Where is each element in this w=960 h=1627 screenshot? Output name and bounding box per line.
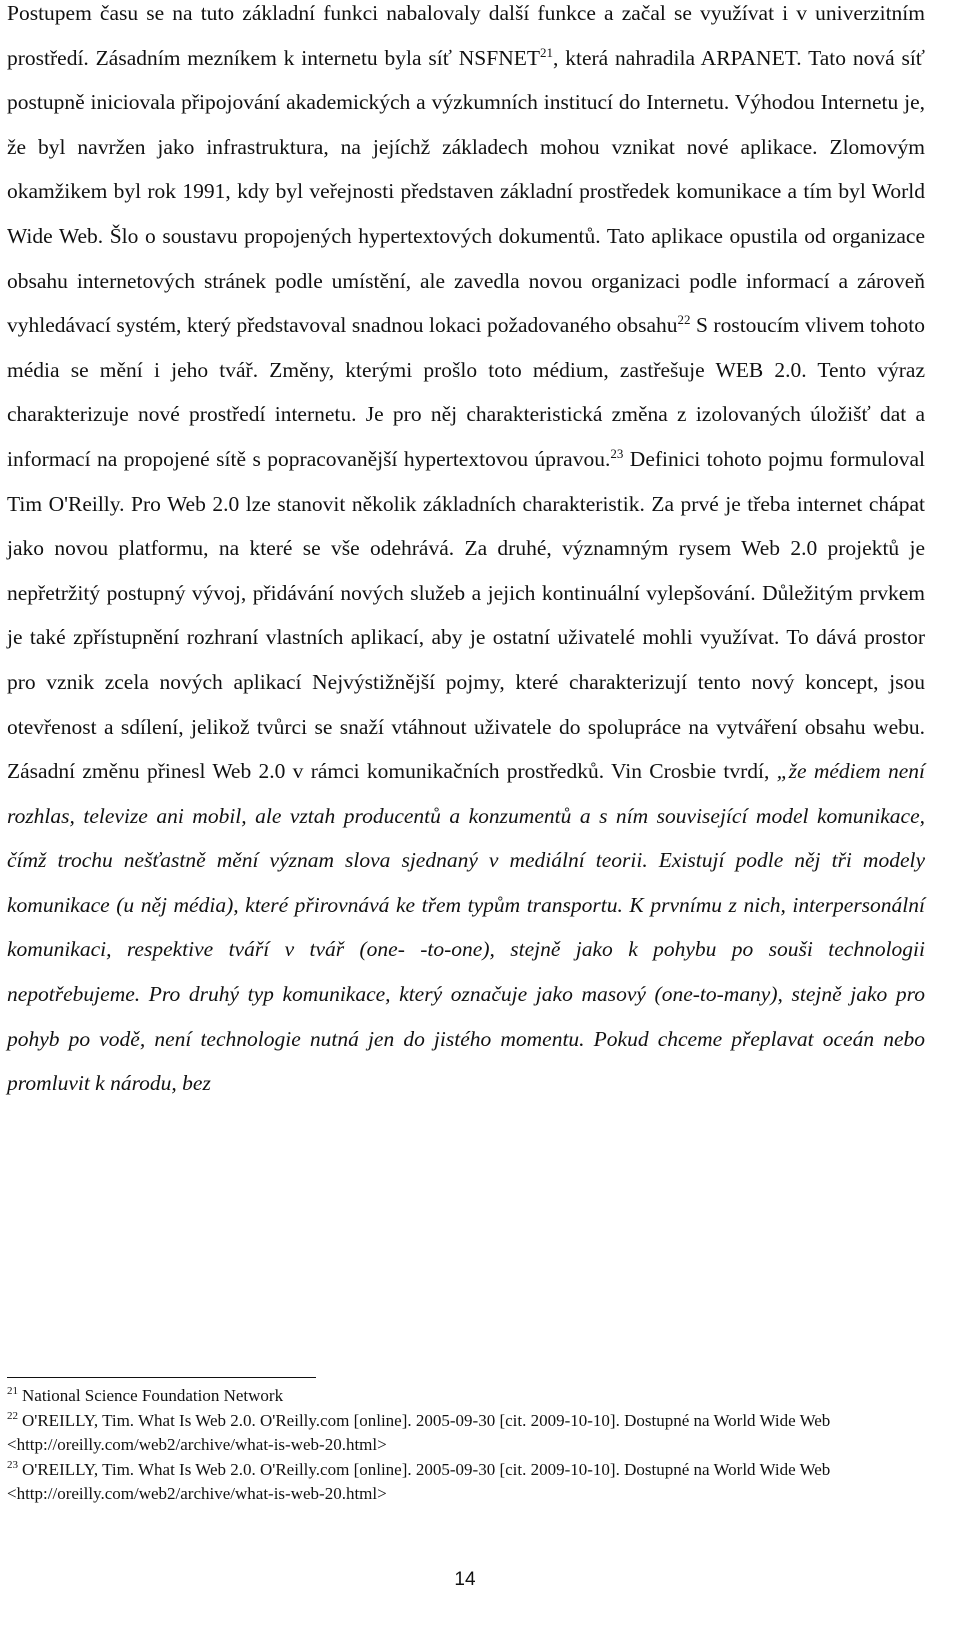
footnote-ref-22[interactable]: 22 [677,312,691,327]
footnote-23 [7,1458,925,1507]
footnotes [7,1384,925,1507]
page-number: 14 [454,1569,476,1590]
footnote-number: 23 [7,1458,18,1471]
footnote-ref-21[interactable]: 21 [540,44,553,60]
footnote-text: O'REILLY, Tim. What Is Web 2.0. O'Reilly.com [online]. 2005-09-30 [cit. 2009-10-10]. Dostupné na World Wide Web <http://oreilly.com/web2/archive/what-is-web-20.html> [7,1459,831,1503]
body-text-3: S rostoucím vlivem tohoto média se mění i jeho tvář. Změny, kterými prošlo toto médium, zastřešuje WEB 2.0. Tento výraz charakterizuje nové prostředí internetu. Je pro něj charakteristická změna z izolovaných úložišť dat a informací na propojené sítě s popracovanější hypertextovou úpravou. [7,313,925,471]
body-paragraph [7,0,925,1106]
body-text-2: , která nahradila ARPANET. Tato nová síť postupně iniciovala připojování akademických a výzkumních institucí do Internetu. Výhodou Internetu je, že byl navržen jako infrastruktura, na jejíchž základech mohou vznikat nové aplikace. Zlomovým okamžikem byl rok 1991, kdy byl veřejnosti představen základní prostředek komunikace a tím byl World Wide Web. Šlo o soustavu propojených hypertextových dokumentů. Tato aplikace opustila od organizace obsahu internetových stránek podle umístění, ale zavedla novou organizaci podle informací a zároveň vyhledávací systém, který představoval snadnou lokaci požadovaného obsahu [7,45,925,338]
document-page [7,0,925,1503]
footnote-number: 22 [7,1409,18,1422]
footnote-text: O'REILLY, Tim. What Is Web 2.0. O'Reilly.com [online]. 2005-09-30 [cit. 2009-10-10]. Dostupné na World Wide Web <http://oreilly.com/web2/archive/what-is-web-20.html> [7,1410,831,1454]
crosbie-quote: „že médiem není rozhlas, televize ani mobil, ale vztah producentů a konzumentů a s ním související model komunikace, čímž trochu nešťastně mění význam slova sjednaný v mediální teorii. Existují podle něj tři modely komunikace (u něj média), které přirovnává ke třem typům transportu. K prvnímu z nich, interpersonální komunikaci, respektive tváří v tvář (one- -to-one), stejně jako k pohybu po souši technologii nepotřebujeme. Pro druhý typ komunikace, který označuje jako masový (one-to-many), stejně jako pro pohyb po vodě, není technologie nutná jen do jistého momentu. Pokud chceme přeplavat oceán nebo promluvit k národu, bez [7,759,925,1096]
footnote-21 [7,1384,925,1409]
footnote-text: National Science Foundation Network [22,1386,284,1405]
footnote-ref-23[interactable]: 23 [610,445,624,461]
footnote-number: 21 [7,1385,18,1398]
body-text-4: Definici tohoto pojmu formuloval Tim O'Reilly. Pro Web 2.0 lze stanovit několik základních charakteristik. Za prvé je třeba internet chápat jako novou platformu, na které se vše odehrává. Za druhé, významným rysem Web 2.0 projektů je nepřetržitý postupný vývoj, přidávání nových služeb a jejich kontinuální vylepšování. Důležitým prvkem je také zpřístupnění rozhraní vlastních aplikací, aby je ostatní uživatelé mohli využívat. To dává prostor pro vznik zcela nových aplikací Nejvýstižnější pojmy, které charakterizují tento nový koncept, jsou otevřenost a sdílení, jelikož tvůrci se snaží vtáhnout uživatele do spolupráce na vytváření obsahu webu. Zásadní změnu přinesl Web 2.0 v rámci komunikačních prostředků. Vin Crosbie tvrdí, [7,446,925,784]
footnote-separator [7,1377,316,1378]
footnote-22 [7,1409,925,1458]
body-text-1: Postupem času se na tuto základní funkci nabalovaly další funkce a začal se využívat i v univerzitním prostředí. Zásadním mezníkem k internetu byla síť NSFNET [7,1,925,70]
